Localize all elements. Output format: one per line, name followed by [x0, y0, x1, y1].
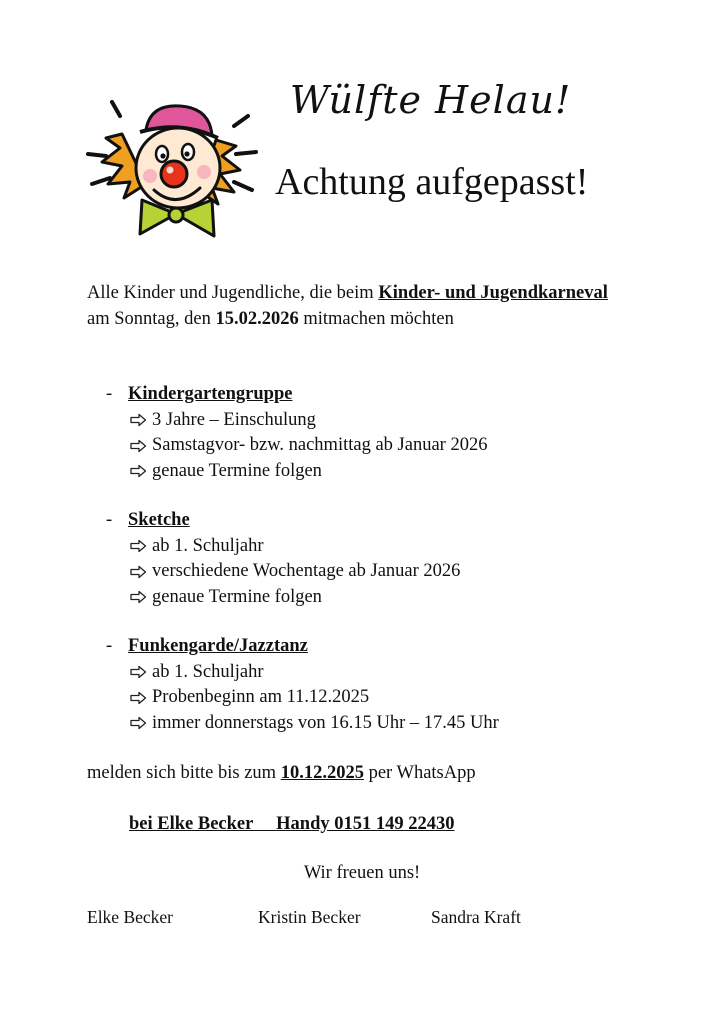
- list-item: [130, 559, 606, 585]
- group-kindergartengruppe: [106, 382, 606, 484]
- clown-face-icon: [84, 96, 264, 246]
- outro-paragraph: [87, 761, 476, 787]
- group-item-list: [106, 534, 606, 611]
- deadline-date: 10.12.2025: [280, 763, 364, 783]
- signature-name: Kristin Becker: [258, 907, 361, 927]
- arrow-right-icon: [130, 590, 152, 604]
- event-date: 15.02.2026: [215, 308, 299, 329]
- arrow-right-icon: [130, 464, 152, 478]
- group-heading: [106, 382, 606, 408]
- list-item-text: ab 1. Schuljahr: [152, 535, 264, 556]
- list-item: [130, 660, 606, 686]
- list-item: [130, 534, 606, 560]
- list-item-text: Samstagvor- bzw. nachmittag ab Januar 2026: [152, 435, 488, 455]
- intro-text-middle: am Sonntag, den: [87, 308, 216, 329]
- list-dash: -: [106, 636, 113, 656]
- list-item-text: Probenbeginn am 11.12.2025: [152, 687, 370, 707]
- arrow-right-icon: [130, 716, 152, 730]
- event-name: Kinder- und Jugendkarneval: [378, 283, 608, 303]
- list-item-text: verschiedene Wochentage ab Januar 2026: [152, 561, 461, 581]
- group-item-list: [106, 660, 606, 737]
- group-heading: [106, 508, 606, 534]
- intro-paragraph: [87, 281, 632, 332]
- page-title: Wülfte Helau!: [290, 78, 572, 122]
- intro-text-start: Alle Kinder und Jugendliche, die beim: [87, 283, 379, 303]
- group-sketche: [106, 508, 606, 610]
- outro-text-end: per WhatsApp: [363, 763, 476, 783]
- contact-name: bei Elke Becker: [129, 814, 254, 834]
- contact-phone: Handy 0151 149 22430: [276, 814, 455, 834]
- arrow-right-icon: [130, 665, 152, 679]
- arrow-right-icon: [130, 439, 152, 453]
- list-item-text: 3 Jahre – Einschulung: [152, 409, 316, 430]
- list-dash: -: [106, 510, 113, 530]
- list-item: [130, 685, 606, 711]
- closing-text: Wir freuen uns!: [303, 863, 421, 883]
- arrow-right-icon: [130, 565, 152, 579]
- intro-text-end: mitmachen möchten: [298, 308, 454, 329]
- group-title: Funkengarde/Jazztanz: [128, 636, 308, 656]
- page-subtitle: Achtung aufgepasst!: [275, 161, 589, 203]
- contact-line: [129, 812, 454, 838]
- signature-name: Elke Becker: [87, 907, 173, 927]
- list-item: [130, 433, 606, 459]
- arrow-right-icon: [130, 691, 152, 705]
- outro-text-start: melden sich bitte bis zum: [87, 763, 281, 783]
- list-item-text: genaue Termine folgen: [152, 460, 322, 481]
- arrow-right-icon: [130, 413, 152, 427]
- list-dash: -: [106, 384, 113, 404]
- group-funkengarde-jazztanz: [106, 634, 606, 736]
- list-item: [130, 585, 606, 611]
- group-heading: [106, 634, 606, 660]
- list-item: [130, 459, 606, 485]
- list-item-text: genaue Termine folgen: [152, 586, 322, 607]
- list-item-text: ab 1. Schuljahr: [152, 661, 264, 682]
- signature-name: Sandra Kraft: [431, 907, 521, 927]
- group-item-list: [106, 408, 606, 485]
- list-item-text: immer donnerstags von 16.15 Uhr – 17.45 Uhr: [152, 712, 499, 733]
- group-title: Kindergartengruppe: [128, 384, 293, 404]
- group-title: Sketche: [128, 510, 190, 530]
- list-item: [130, 711, 606, 737]
- arrow-right-icon: [130, 539, 152, 553]
- list-item: [130, 408, 606, 434]
